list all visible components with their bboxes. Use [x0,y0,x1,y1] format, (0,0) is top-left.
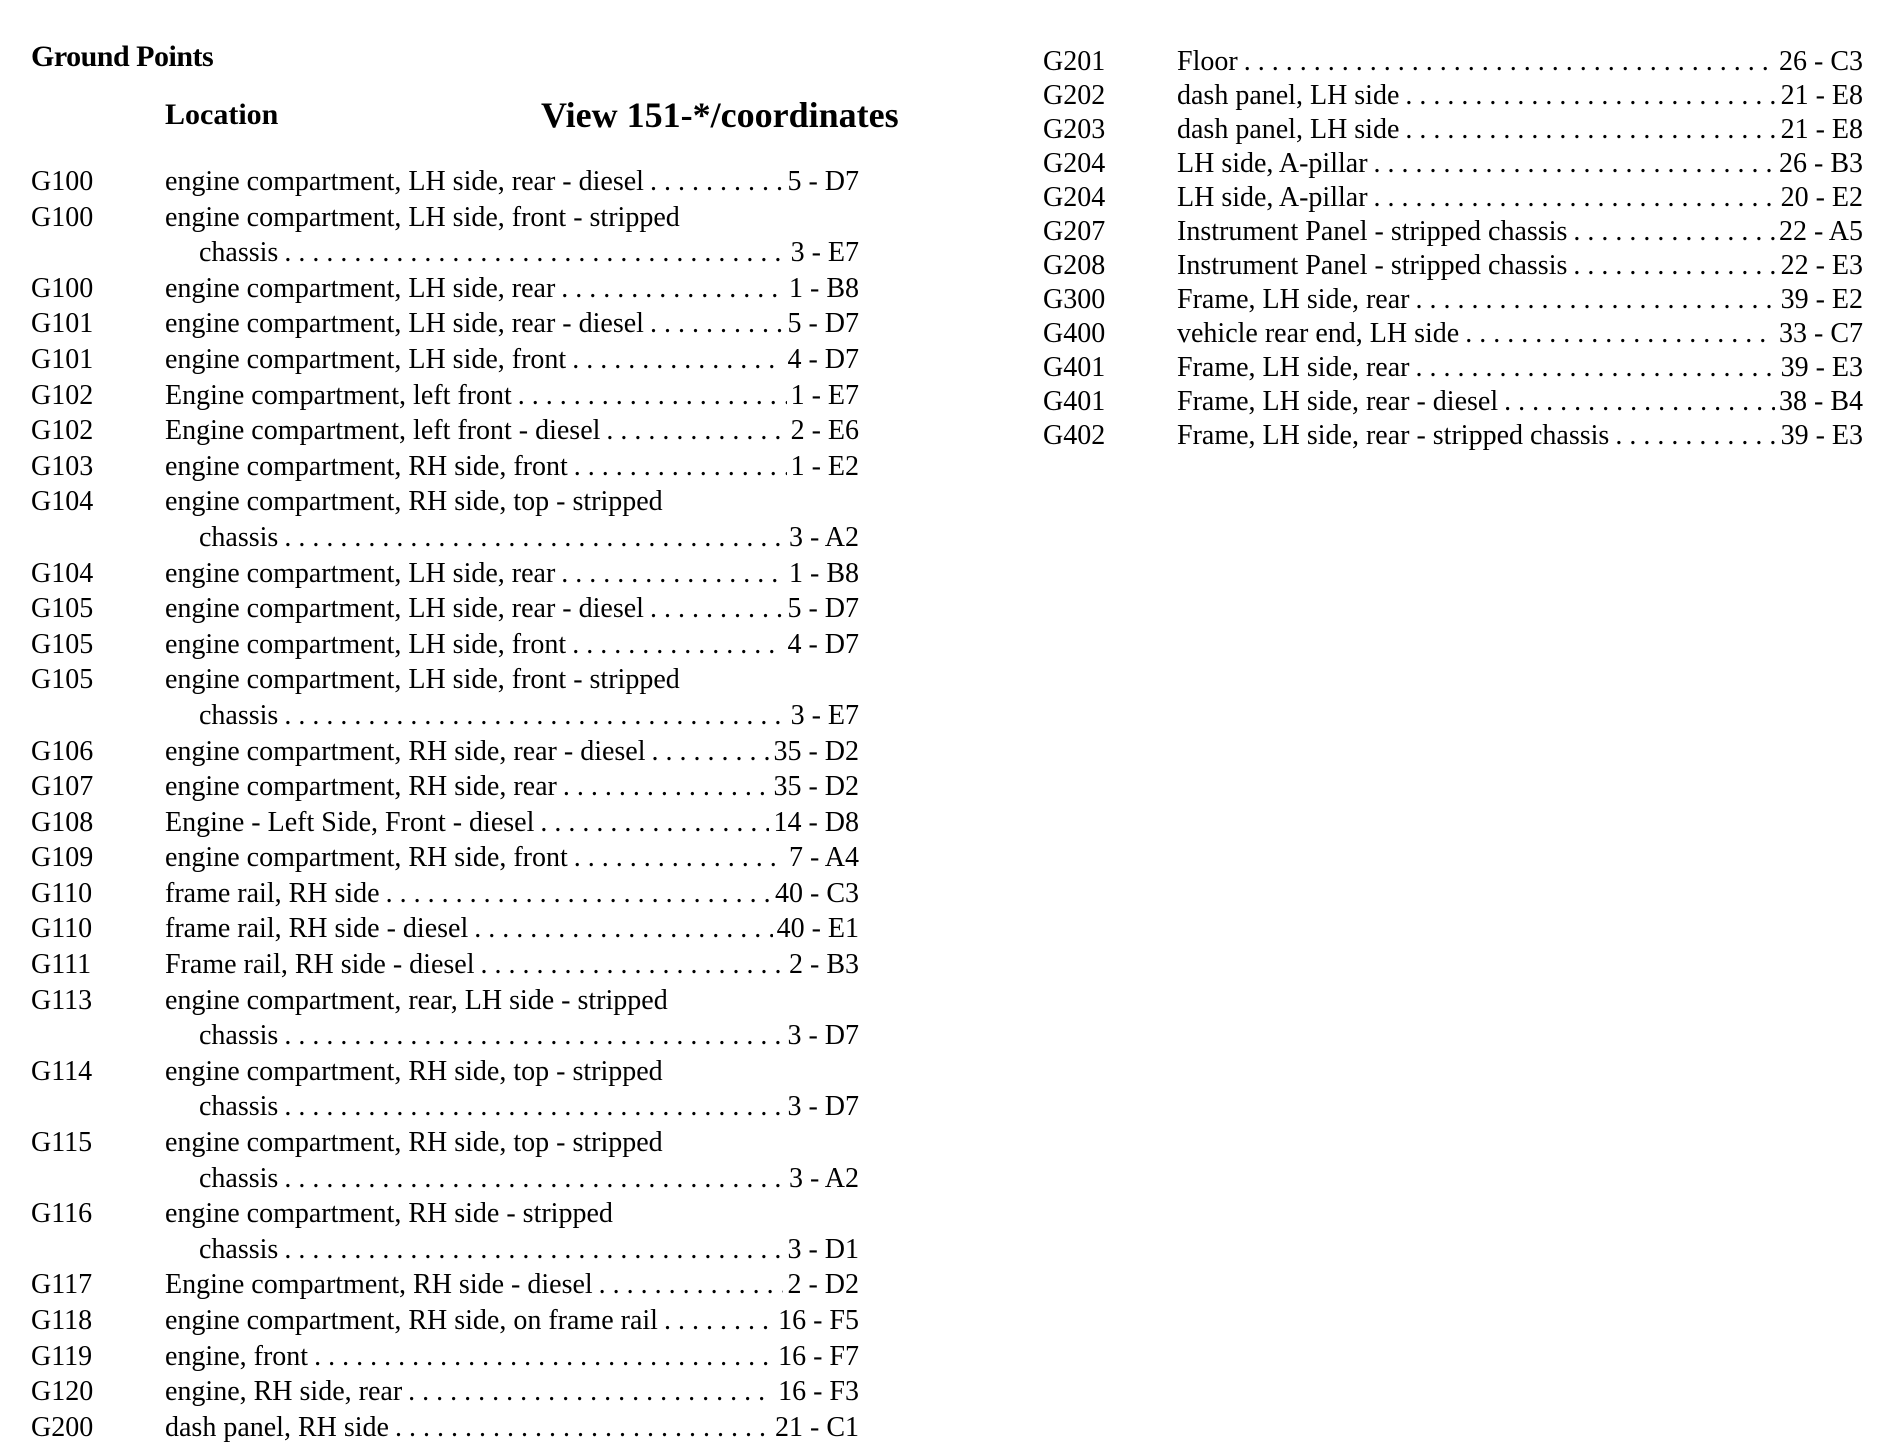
ground-point-location: LH side, A-pillar [1177,148,1368,179]
ground-point-entry [31,342,859,378]
ground-point-entry-continuation [31,698,859,734]
ground-point-entry [1043,249,1863,283]
view-coordinate-reference: 33 - C7 [1779,318,1863,349]
dot-leader [1615,419,1776,453]
ground-point-code: G104 [31,557,94,589]
dot-leader [650,591,784,627]
ground-point-entry-continuation [31,1232,859,1268]
ground-point-entry [31,378,859,414]
ground-point-code: G107 [31,771,94,803]
view-coordinate-reference: 3 - A2 [789,521,859,553]
ground-point-entry [31,1267,859,1303]
ground-point-entry-continuation [31,520,859,556]
view-coordinate-reference: 3 - E7 [790,237,859,269]
ground-point-code: G103 [31,450,94,482]
ground-point-location: engine compartment, RH side, rear [165,771,557,803]
ground-point-entry [1043,283,1863,317]
dot-leader [386,876,771,912]
view-coordinate-reference: 5 - D7 [787,166,859,197]
location-column-header: Location [165,98,279,131]
ground-point-location: chassis [199,1233,279,1265]
ground-point-location: chassis [199,699,279,731]
ground-point-location: engine compartment, RH side, on frame rail [165,1305,658,1336]
ground-point-code: G118 [31,1305,93,1336]
view-coordinate-reference: 7 - A4 [789,842,859,874]
ground-point-location: engine compartment, RH side, top - stripped [165,1055,663,1087]
ground-point-location: chassis [199,1020,279,1052]
ground-point-entry [31,164,859,200]
ground-point-code: G115 [31,1127,93,1159]
ground-point-entry [31,306,859,342]
ground-point-entry [31,449,859,485]
view-coordinate-reference: 2 - D2 [787,1269,859,1301]
dot-leader [314,1339,774,1375]
ground-point-code: G105 [31,593,94,625]
ground-point-location: engine compartment, LH side, front [165,343,567,375]
ground-point-location: dash panel, LH side [1177,114,1400,145]
ground-point-entry [31,876,859,912]
ground-point-code: G119 [31,1340,93,1372]
ground-point-entry [31,1054,859,1090]
ground-point-location: frame rail, RH side [165,877,380,909]
ground-point-entry [31,947,859,983]
view-coordinate-reference: 14 - D8 [773,806,859,838]
ground-point-code: G105 [31,664,94,696]
ground-point-location: engine compartment, RH side, rear - diesel [165,735,646,767]
dot-leader [1244,45,1775,79]
ground-point-location: Engine compartment, left front [165,379,512,411]
ground-point-location: Engine - Left Side, Front - diesel [165,806,535,838]
ground-point-location: engine compartment, LH side, rear [165,272,556,304]
ground-point-code: G104 [31,486,94,518]
ground-point-location: engine, RH side, rear [165,1376,403,1408]
dot-leader [408,1374,774,1410]
view-coordinate-reference: 21 - E8 [1780,114,1863,145]
view-coordinate-reference: 38 - B4 [1779,386,1863,417]
ground-point-location: Frame, LH side, rear - diesel [1177,386,1499,417]
ground-point-entry [1043,147,1863,181]
dot-leader [540,805,769,841]
dot-leader [284,698,786,734]
ground-point-entry [31,413,859,449]
view-coordinate-reference: 1 - E2 [790,450,859,482]
ground-point-entry [31,805,859,841]
dot-leader [652,734,770,770]
view-coordinate-reference: 21 - C1 [775,1411,859,1443]
ground-point-location: chassis [199,237,279,269]
view-coordinates-column-header: View 151-*/coordinates [541,95,899,135]
ground-point-entry [31,271,859,307]
page-title: Ground Points [31,40,214,73]
view-coordinate-reference: 35 - D2 [773,771,859,803]
view-coordinate-reference: 16 - F3 [778,1376,859,1408]
ground-point-location: Instrument Panel - stripped chassis [1177,250,1568,281]
ground-point-location: engine compartment, rear, LH side - stripped [165,984,668,1016]
ground-point-location: dash panel, RH side [165,1411,389,1443]
dot-leader [518,378,787,414]
ground-point-entry [31,840,859,876]
ground-point-code: G102 [31,415,94,447]
ground-point-code: G111 [31,949,92,981]
ground-point-entry [31,1196,859,1232]
view-coordinate-reference: 1 - B8 [789,557,859,589]
ground-point-location: engine compartment, RH side, front [165,450,568,482]
dot-leader [1573,215,1775,249]
ground-point-code: G100 [31,166,94,197]
dot-leader [1465,317,1775,351]
dot-leader [1374,181,1777,215]
ground-point-location: engine compartment, LH side, front - stripped [165,201,680,233]
view-coordinate-reference: 35 - D2 [773,735,859,767]
ground-point-entry [31,1374,859,1410]
view-coordinate-reference: 3 - D1 [787,1233,859,1265]
ground-point-code: G201 [1043,46,1106,77]
ground-point-entry [31,1303,859,1339]
ground-point-code: G204 [1043,148,1106,179]
dot-leader [650,306,784,342]
view-coordinate-reference: 39 - E2 [1780,284,1863,315]
dot-leader [1415,283,1776,317]
ground-point-location: engine compartment, RH side, top - stripped [165,486,663,518]
ground-point-entry [1043,385,1863,419]
ground-point-code: G401 [1043,386,1106,417]
ground-point-code: G105 [31,628,94,660]
ground-point-location: chassis [199,1162,279,1194]
dot-leader [480,947,785,983]
dot-leader [284,235,786,271]
ground-point-code: G208 [1043,250,1106,281]
dot-leader [563,769,770,805]
ground-point-location: Frame rail, RH side - diesel [165,949,475,981]
ground-point-code: G101 [31,308,94,340]
dot-leader [1374,147,1775,181]
view-coordinate-reference: 3 - A2 [789,1162,859,1194]
ground-point-entry [1043,351,1863,385]
dot-leader [572,342,783,378]
ground-point-code: G110 [31,877,93,909]
ground-point-code: G108 [31,806,94,838]
ground-point-code: G202 [1043,80,1106,111]
ground-point-code: G117 [31,1269,93,1301]
ground-point-entry [31,734,859,770]
ground-point-entry-continuation [31,235,859,271]
ground-point-code: G400 [1043,318,1106,349]
view-coordinate-reference: 5 - D7 [787,593,859,625]
ground-point-code: G114 [31,1055,93,1087]
ground-point-entry [31,983,859,1019]
view-coordinate-reference: 20 - E2 [1780,182,1863,213]
dot-leader [1504,385,1775,419]
ground-point-location: engine compartment, LH side, rear [165,557,556,589]
ground-point-location: engine compartment, RH side, front [165,842,568,874]
ground-point-entry [31,627,859,663]
ground-point-location: LH side, A-pillar [1177,182,1368,213]
ground-point-location: frame rail, RH side - diesel [165,913,469,945]
view-coordinate-reference: 21 - E8 [1780,80,1863,111]
ground-point-code: G110 [31,913,93,945]
dot-leader [574,449,787,485]
ground-point-location: engine, front [165,1340,309,1372]
view-coordinate-reference: 26 - C3 [1779,46,1863,77]
ground-point-entry [1043,45,1863,79]
ground-point-code: G102 [31,379,94,411]
dot-leader [650,164,784,200]
ground-point-location: dash panel, LH side [1177,80,1400,111]
dot-leader [572,627,783,663]
ground-point-location: Frame, LH side, rear [1177,284,1410,315]
view-coordinate-reference: 2 - B3 [789,949,859,981]
ground-point-code: G100 [31,201,94,233]
view-coordinate-reference: 1 - E7 [790,379,859,411]
view-coordinate-reference: 22 - A5 [1779,216,1863,247]
dot-leader [1405,79,1776,113]
ground-point-code: G109 [31,842,94,874]
ground-point-entry [31,911,859,947]
ground-point-location: engine compartment, RH side, top - stripped [165,1127,663,1159]
view-coordinate-reference: 5 - D7 [787,308,859,340]
ground-point-entry-continuation [31,1018,859,1054]
view-coordinate-reference: 39 - E3 [1780,352,1863,383]
ground-point-code: G106 [31,735,94,767]
view-coordinate-reference: 16 - F5 [778,1305,859,1336]
ground-point-location: Frame, LH side, rear [1177,352,1410,383]
dot-leader [474,911,772,947]
ground-point-entry [1043,215,1863,249]
ground-points-list-right [1043,45,1863,453]
view-coordinate-reference: 40 - C3 [775,877,859,909]
view-coordinate-reference: 39 - E3 [1780,420,1863,451]
ground-point-code: G101 [31,343,94,375]
ground-points-list-left [31,164,859,1445]
view-coordinate-reference: 2 - E6 [790,415,859,447]
dot-leader [561,556,785,592]
ground-point-entry [1043,181,1863,215]
ground-point-location: chassis [199,521,279,553]
dot-leader [599,1267,784,1303]
ground-point-entry [31,1125,859,1161]
ground-point-entry [1043,317,1863,351]
ground-point-location: Floor [1177,46,1238,77]
ground-point-entry [31,484,859,520]
dot-leader [1573,249,1776,283]
ground-point-entry [1043,79,1863,113]
ground-point-code: G113 [31,984,93,1016]
view-coordinate-reference: 26 - B3 [1779,148,1863,179]
ground-point-entry [31,556,859,592]
dot-leader [606,413,786,449]
view-coordinate-reference: 4 - D7 [787,343,859,375]
view-coordinate-reference: 3 - E7 [790,699,859,731]
ground-point-entry [1043,113,1863,147]
ground-point-location: engine compartment, LH side, rear - diesel [165,308,644,340]
ground-point-entry [31,662,859,698]
dot-leader [574,840,785,876]
view-coordinate-reference: 22 - E3 [1780,250,1863,281]
ground-point-entry [31,591,859,627]
ground-point-code: G100 [31,272,94,304]
ground-point-code: G200 [31,1411,94,1443]
ground-point-location: engine compartment, LH side, front [165,628,567,660]
dot-leader [664,1303,774,1339]
ground-point-code: G203 [1043,114,1106,145]
view-coordinate-reference: 4 - D7 [787,628,859,660]
ground-point-location: Engine compartment, left front - diesel [165,415,601,447]
view-coordinate-reference: 3 - D7 [787,1020,859,1052]
ground-point-location: chassis [199,1091,279,1123]
ground-point-code: G401 [1043,352,1106,383]
ground-point-location: Instrument Panel - stripped chassis [1177,216,1568,247]
dot-leader [284,520,785,556]
ground-point-code: G207 [1043,216,1106,247]
dot-leader [284,1089,783,1125]
view-coordinate-reference: 16 - F7 [778,1340,859,1372]
ground-point-code: G402 [1043,420,1106,451]
dot-leader [284,1232,783,1268]
ground-point-code: G120 [31,1376,94,1408]
ground-point-code: G300 [1043,284,1106,315]
dot-leader [561,271,785,307]
ground-point-location: engine compartment, RH side - stripped [165,1198,613,1230]
ground-point-entry [31,200,859,236]
ground-point-entry-continuation [31,1161,859,1197]
dot-leader [1415,351,1776,385]
ground-point-entry [31,1339,859,1375]
view-coordinate-reference: 1 - B8 [789,272,859,304]
dot-leader [284,1018,783,1054]
view-coordinate-reference: 3 - D7 [787,1091,859,1123]
ground-point-location: engine compartment, LH side, front - stripped [165,664,680,696]
ground-point-code: G116 [31,1198,93,1230]
ground-point-entry [1043,419,1863,453]
ground-point-entry [31,769,859,805]
ground-point-location: Engine compartment, RH side - diesel [165,1269,593,1301]
dot-leader [1405,113,1776,147]
ground-point-location: vehicle rear end, LH side [1177,318,1460,349]
ground-point-code: G204 [1043,182,1106,213]
dot-leader [284,1161,785,1197]
ground-point-entry-continuation [31,1089,859,1125]
ground-point-location: Frame, LH side, rear - stripped chassis [1177,420,1610,451]
ground-point-location: engine compartment, LH side, rear - diesel [165,593,644,625]
ground-point-location: engine compartment, LH side, rear - diesel [165,166,644,197]
view-coordinate-reference: 40 - E1 [776,913,859,945]
